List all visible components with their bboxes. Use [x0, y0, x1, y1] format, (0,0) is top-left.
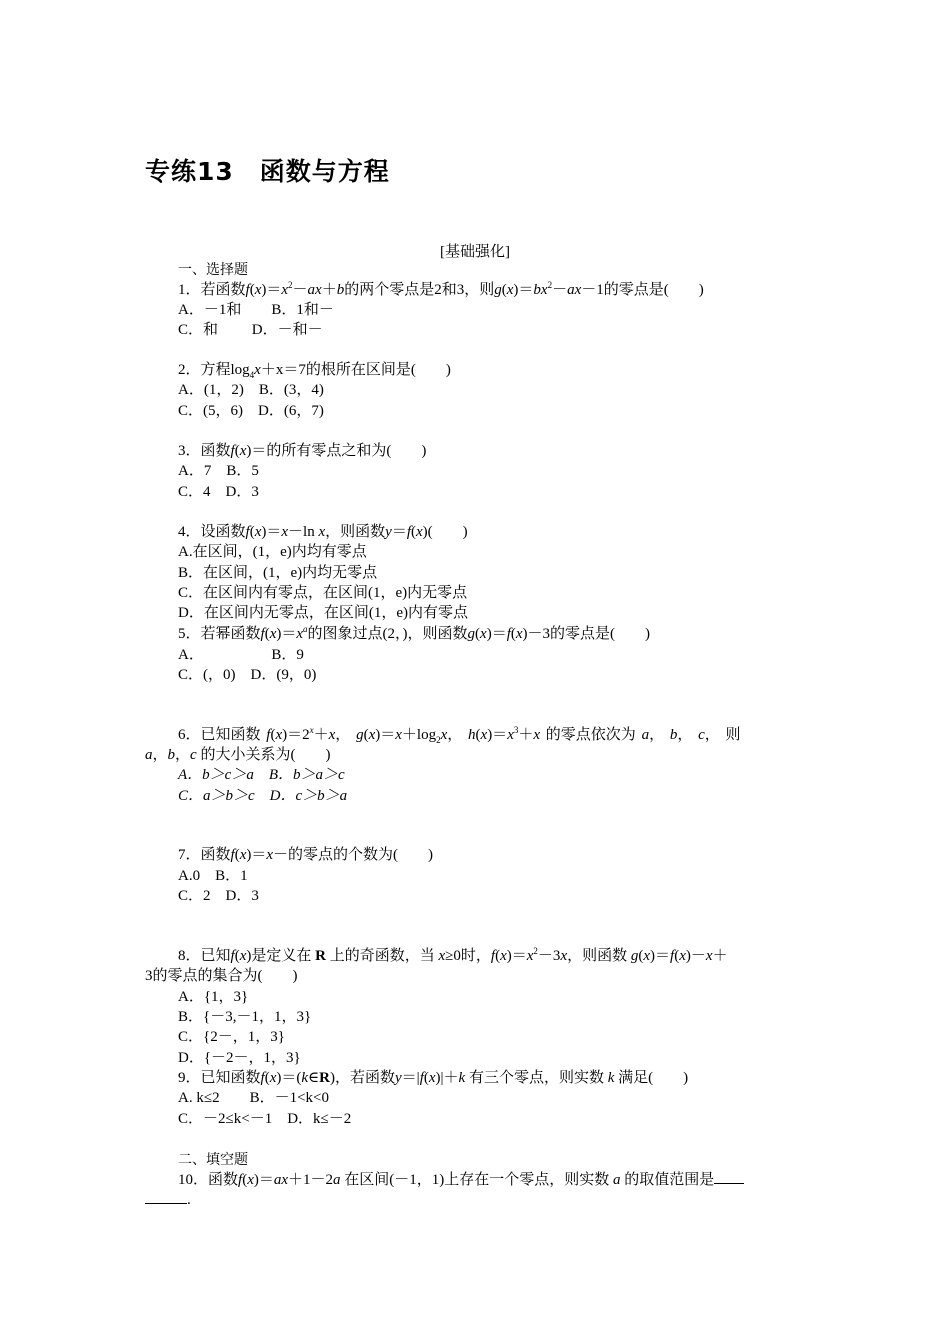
section-subtitle: [基础强化] [440, 244, 510, 260]
question-3-options-ab: A．7 B．5 [178, 463, 259, 479]
question-7: 7．函数f(x)＝x－的零点的个数为( ) [178, 847, 434, 863]
question-1-options-ab: A．－1和 B．1和－ [178, 302, 334, 318]
question-1-options-cd: C．和 D．－和－ [178, 322, 323, 338]
question-3-options-cd: C．4 D．3 [178, 484, 259, 500]
question-2-options-ab: A．(1，2) B．(3，4) [178, 382, 324, 398]
question-1: 1．若函数$f(x)=x^2-ax+b$的两个零点是2和3，则$g(x)=bx^2-ax-1$的零点是( ) [178, 280, 704, 298]
question-6-options-ab: A．b＞c＞a B．b＞a＞c [178, 767, 345, 783]
question-4-option-a: A.在区间，(1，e)内均有零点 [178, 544, 367, 560]
question-8-option-b: B．{－3,－1，1，3} [178, 1009, 312, 1025]
question-7-options-cd: C．2 D．3 [178, 888, 259, 904]
question-3: 3．函数f(x)＝的所有零点之和为( ) [178, 443, 427, 459]
answer-blank[interactable] [714, 1169, 744, 1184]
question-8-option-d: D．{－2－，1，3} [178, 1050, 301, 1066]
question-9-options-cd: C．－2≤k<－1 D．k≤－2 [178, 1111, 352, 1127]
question-8-option-c: C．{2－，1，3} [178, 1029, 285, 1045]
question-8-line-2: 3的零点的集合为( ) [145, 968, 298, 984]
question-4-option-d: D．在区间内无零点，在区间(1，e)内有零点 [178, 605, 468, 621]
section-heading-choice: 一、选择题 [178, 262, 248, 278]
question-8: 8．已知f(x)是定义在 R 上的奇函数，当 x≥0时，$f(x)=x^2-3x$，则函数 g(x)＝f(x)－x＋ [178, 946, 728, 964]
question-4-option-b: B．在区间，(1，e)内均无零点 [178, 565, 378, 581]
question-6-options-cd: C．a＞b＞c D．c＞b＞a [178, 788, 348, 804]
question-4: 4．设函数f(x)＝x－ln x，则函数y＝f(x)( ) [178, 524, 468, 540]
question-5-options-ab: A． B．9 [178, 647, 304, 663]
question-10-line-2: . [145, 1189, 191, 1210]
answer-blank-continued[interactable] [145, 1189, 187, 1204]
question-9: 9．已知函数f(x)＝(k∈R)，若函数y＝|f(x)|＋k 有三个零点，则实数 k 满足( ) [178, 1070, 689, 1086]
question-6: 6．已知函数 $f(x)=2^x+x$， $g(x)=x+\log_2x$， $h(x)=x^3+x$ 的零点依次为 a， b， c， 则 [178, 725, 741, 745]
question-9-options-ab: A. k≤2 B．－1<k<0 [178, 1090, 329, 1106]
question-6-line-2: a，b，c 的大小关系为( ) [145, 747, 331, 763]
page-title: 专练13 函数与方程 [145, 157, 390, 186]
section-heading-fill: 二、填空题 [178, 1152, 248, 1168]
question-5-options-cd: C．(，0) D．(9，0) [178, 667, 317, 683]
question-8-option-a: A．{1，3} [178, 989, 249, 1005]
question-2-options-cd: C．(5，6) D．(6，7) [178, 403, 324, 419]
question-7-options-ab: A.0 B．1 [178, 868, 248, 884]
question-2: 2．方程$\log_4x+x=7$的根所在区间是( ) [178, 362, 451, 380]
question-5: 5．若幂函数$f(x)=x^a$的图象过点(2，)，则函数g(x)＝f(x)－3的零点是( ) [178, 624, 651, 642]
question-10: 10．函数f(x)＝ax＋1－2a 在区间(－1，1)上存在一个零点，则实数 a 的取值范围是 [178, 1169, 744, 1190]
question-4-option-c: C．在区间内有零点，在区间(1，e)内无零点 [178, 585, 468, 601]
